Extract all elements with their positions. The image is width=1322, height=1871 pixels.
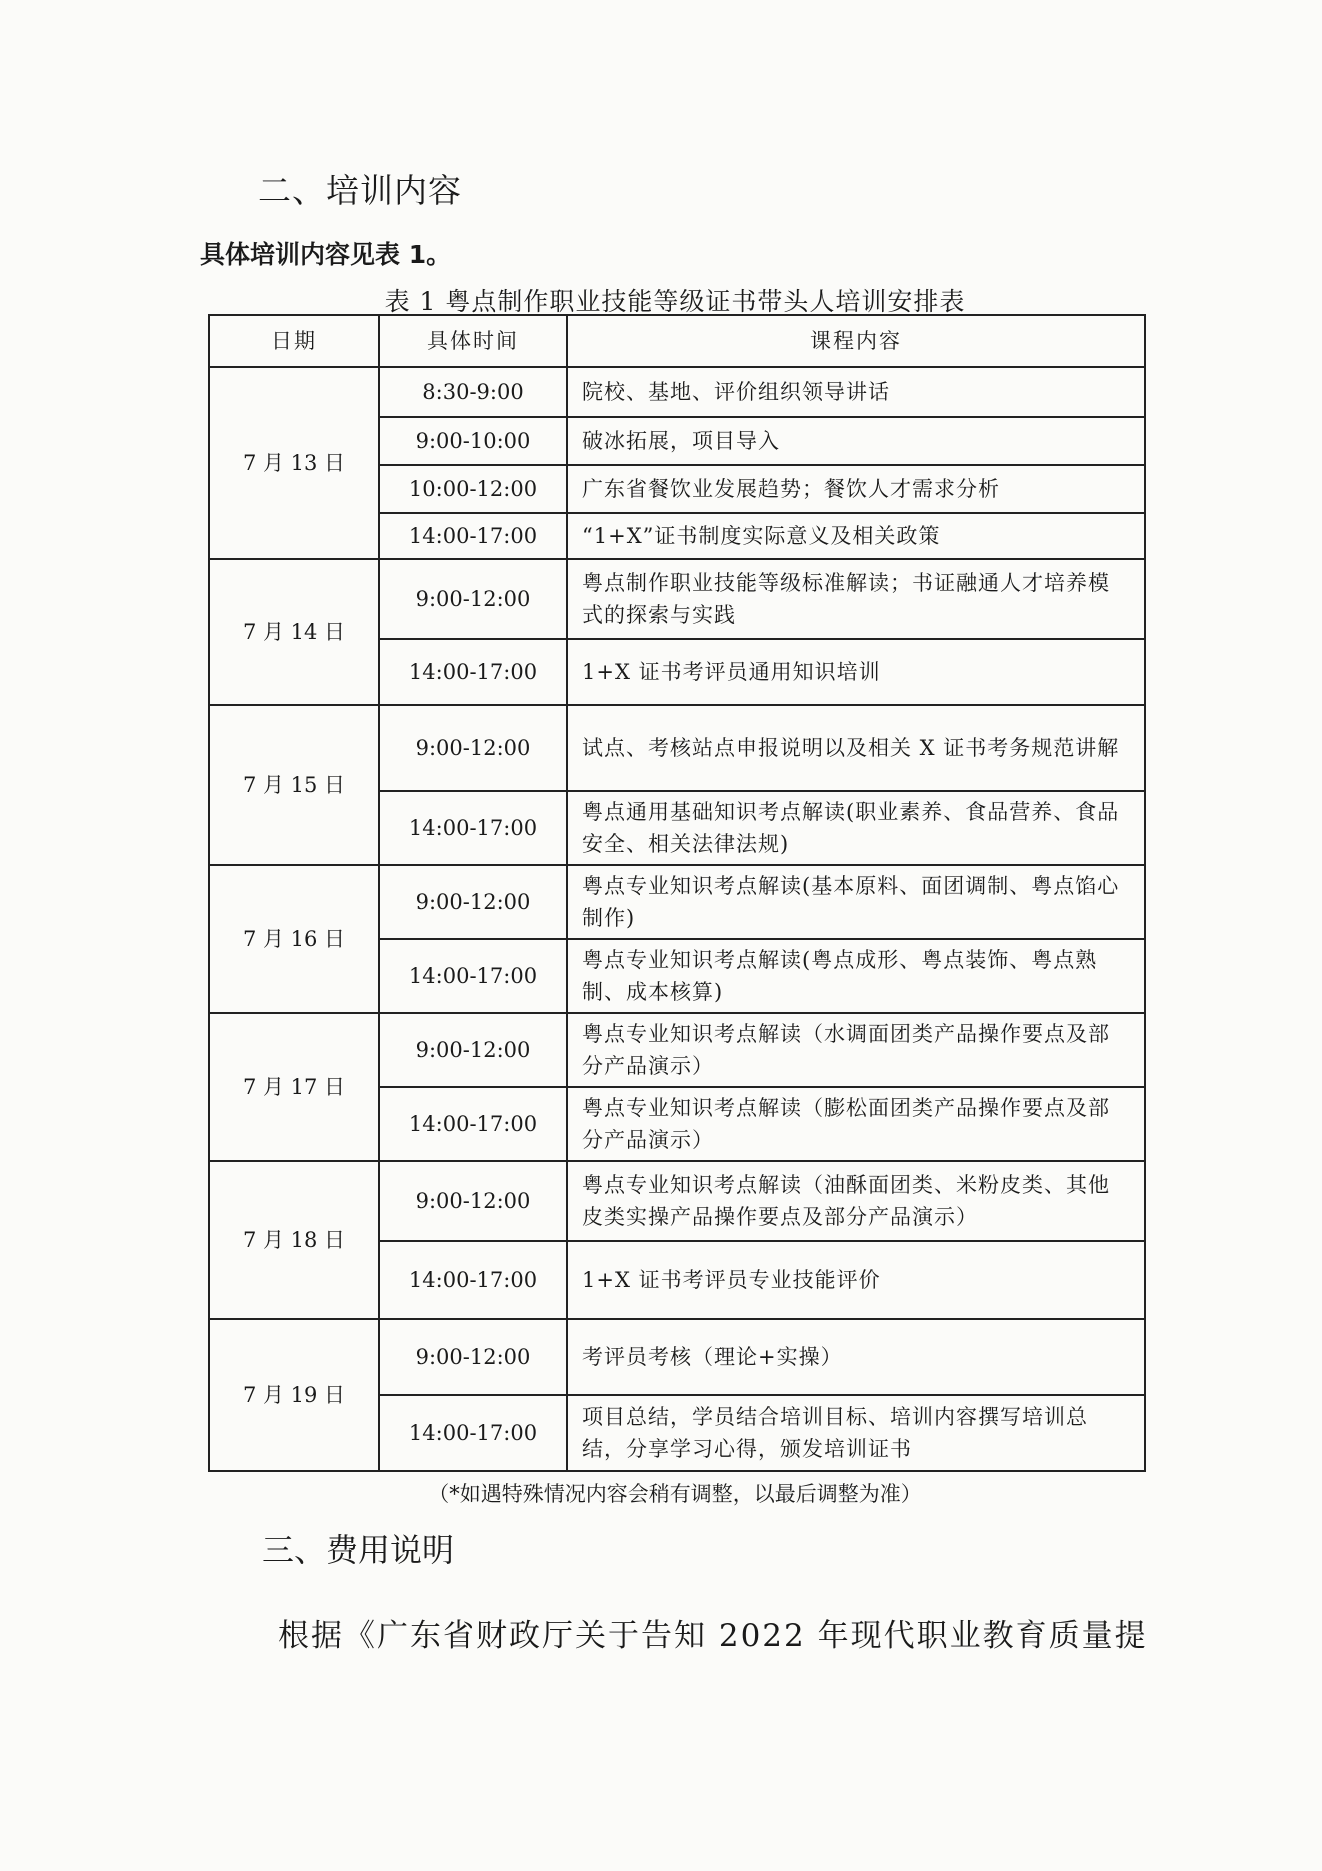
header-content: 课程内容: [567, 315, 1145, 367]
date-cell: 7 月 19 日: [209, 1319, 379, 1471]
table-row: [209, 865, 1145, 939]
content-cell: 1+X 证书考评员通用知识培训: [567, 639, 1145, 705]
content-cell: 1+X 证书考评员专业技能评价: [567, 1241, 1145, 1319]
table-footnote: （*如遇特殊情况内容会稍有调整，以最后调整为准）: [428, 1482, 922, 1506]
table-row: [209, 559, 1145, 639]
date-cell: 7 月 13 日: [209, 367, 379, 559]
section-heading-training-content: 二、培训内容: [258, 171, 462, 210]
time-cell: 9:00-12:00: [379, 865, 567, 939]
time-cell: 14:00-17:00: [379, 791, 567, 865]
section-intro: 具体培训内容见表 1。: [200, 240, 452, 269]
header-time: 具体时间: [379, 315, 567, 367]
content-cell: 项目总结，学员结合培训目标、培训内容撰写培训总结，分享学习心得，颁发培训证书: [567, 1395, 1145, 1471]
time-cell: 14:00-17:00: [379, 1087, 567, 1161]
time-cell: 14:00-17:00: [379, 939, 567, 1013]
content-cell: 考评员考核（理论+实操）: [567, 1319, 1145, 1395]
table-body: [209, 367, 1145, 1471]
table-row: [209, 367, 1145, 417]
date-cell: 7 月 18 日: [209, 1161, 379, 1319]
content-cell: 粤点专业知识考点解读（膨松面团类产品操作要点及部分产品演示）: [567, 1087, 1145, 1161]
table-row: [209, 705, 1145, 791]
header-date: 日期: [209, 315, 379, 367]
content-cell: 院校、基地、评价组织领导讲话: [567, 367, 1145, 417]
content-cell: 粤点制作职业技能等级标准解读；书证融通人才培养模式的探索与实践: [567, 559, 1145, 639]
content-cell: 粤点专业知识考点解读(基本原料、面团调制、粤点馅心制作): [567, 865, 1145, 939]
table-row: [209, 1161, 1145, 1241]
table-row: [209, 1013, 1145, 1087]
time-cell: 9:00-12:00: [379, 705, 567, 791]
table-header-row: [209, 315, 1145, 367]
time-cell: 14:00-17:00: [379, 639, 567, 705]
time-cell: 14:00-17:00: [379, 1241, 567, 1319]
section-heading-fees: 三、费用说明: [262, 1531, 455, 1569]
content-cell: 粤点通用基础知识考点解读(职业素养、食品营养、食品安全、相关法律法规): [567, 791, 1145, 865]
date-cell: 7 月 14 日: [209, 559, 379, 705]
date-cell: 7 月 15 日: [209, 705, 379, 865]
content-cell: 粤点专业知识考点解读（水调面团类产品操作要点及部分产品演示）: [567, 1013, 1145, 1087]
time-cell: 10:00-12:00: [379, 465, 567, 513]
fees-paragraph: 根据《广东省财政厅关于告知 2022 年现代职业教育质量提: [278, 1618, 1148, 1654]
table-caption: 表 1 粤点制作职业技能等级证书带头人培训安排表: [384, 287, 966, 316]
content-cell: 破冰拓展，项目导入: [567, 417, 1145, 465]
time-cell: 8:30-9:00: [379, 367, 567, 417]
content-cell: 试点、考核站点申报说明以及相关 X 证书考务规范讲解: [567, 705, 1145, 791]
time-cell: 14:00-17:00: [379, 513, 567, 559]
content-cell: 粤点专业知识考点解读(粤点成形、粤点装饰、粤点熟制、成本核算): [567, 939, 1145, 1013]
date-cell: 7 月 17 日: [209, 1013, 379, 1161]
content-cell: 粤点专业知识考点解读（油酥面团类、米粉皮类、其他皮类实操产品操作要点及部分产品演示）: [567, 1161, 1145, 1241]
time-cell: 9:00-12:00: [379, 1013, 567, 1087]
time-cell: 9:00-12:00: [379, 1319, 567, 1395]
training-schedule-table: [208, 314, 1146, 1472]
time-cell: 9:00-12:00: [379, 559, 567, 639]
content-cell: 广东省餐饮业发展趋势；餐饮人才需求分析: [567, 465, 1145, 513]
time-cell: 14:00-17:00: [379, 1395, 567, 1471]
table-row: [209, 1319, 1145, 1395]
date-cell: 7 月 16 日: [209, 865, 379, 1013]
content-cell: “1+X”证书制度实际意义及相关政策: [567, 513, 1145, 559]
time-cell: 9:00-12:00: [379, 1161, 567, 1241]
time-cell: 9:00-10:00: [379, 417, 567, 465]
